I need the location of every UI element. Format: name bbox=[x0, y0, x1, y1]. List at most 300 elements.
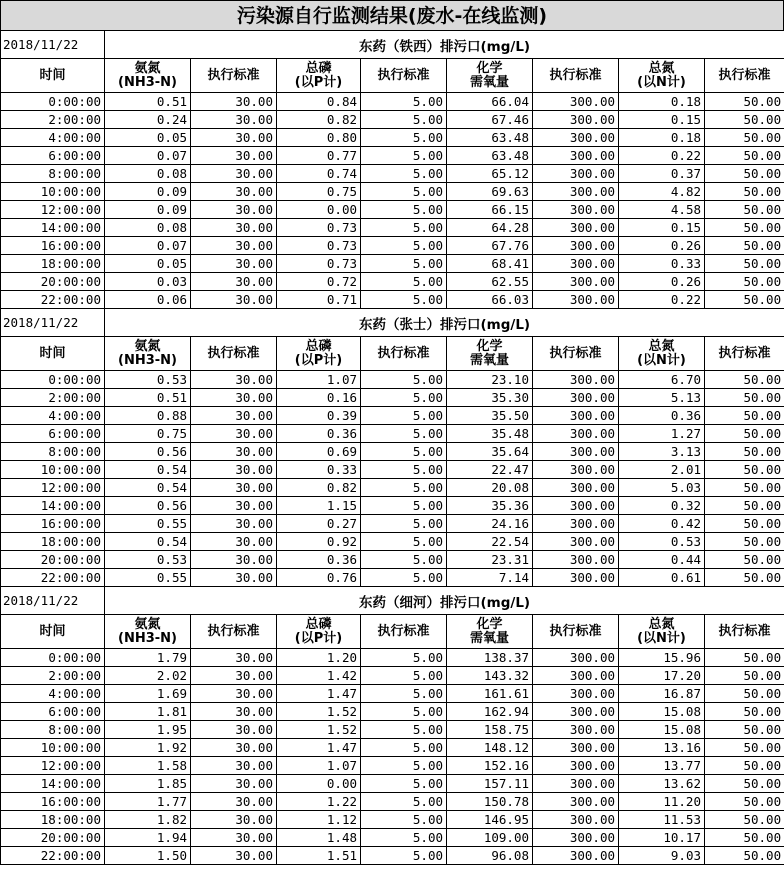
phosphorus-cell: 0.82 bbox=[277, 479, 361, 497]
phosphorus-header: 总磷 (以P计) bbox=[277, 59, 361, 93]
nitrogen-cell: 15.96 bbox=[619, 649, 705, 667]
nitrogen-cell: 9.03 bbox=[619, 847, 705, 865]
cod-std-cell: 300.00 bbox=[533, 443, 619, 461]
phosphorus-cell: 1.52 bbox=[277, 703, 361, 721]
nitrogen-std-cell: 50.00 bbox=[705, 829, 784, 847]
ammonia-cell: 1.92 bbox=[105, 739, 191, 757]
nitrogen-std-cell: 50.00 bbox=[705, 129, 784, 147]
phosphorus-std-cell: 5.00 bbox=[361, 847, 447, 865]
nitrogen-cell: 0.44 bbox=[619, 551, 705, 569]
nitrogen-std-cell: 50.00 bbox=[705, 111, 784, 129]
ammonia-std-cell: 30.00 bbox=[191, 703, 277, 721]
cod-cell: 138.37 bbox=[447, 649, 533, 667]
cod-std-cell: 300.00 bbox=[533, 273, 619, 291]
phosphorus-std-cell: 5.00 bbox=[361, 667, 447, 685]
nitrogen-header: 总氮 (以N计) bbox=[619, 59, 705, 93]
table-row bbox=[1, 703, 784, 721]
time-cell: 4:00:00 bbox=[1, 129, 105, 147]
cod-std-cell: 300.00 bbox=[533, 291, 619, 309]
phosphorus-cell: 0.75 bbox=[277, 183, 361, 201]
ammonia-std-cell: 30.00 bbox=[191, 255, 277, 273]
phosphorus-std-cell: 5.00 bbox=[361, 129, 447, 147]
cod-cell: 150.78 bbox=[447, 793, 533, 811]
phosphorus-std-cell: 5.00 bbox=[361, 739, 447, 757]
cod-std-cell: 300.00 bbox=[533, 721, 619, 739]
phosphorus-std-cell: 5.00 bbox=[361, 721, 447, 739]
cod-std-cell: 300.00 bbox=[533, 407, 619, 425]
cod-cell: 68.41 bbox=[447, 255, 533, 273]
time-cell: 14:00:00 bbox=[1, 497, 105, 515]
cod-cell: 20.08 bbox=[447, 479, 533, 497]
sheet-title: 污染源自行监测结果(废水-在线监测) bbox=[0, 0, 784, 30]
nitrogen-cell: 5.13 bbox=[619, 389, 705, 407]
table-row bbox=[1, 371, 784, 389]
time-cell: 20:00:00 bbox=[1, 829, 105, 847]
phosphorus-std-cell: 5.00 bbox=[361, 461, 447, 479]
cod-std-cell: 300.00 bbox=[533, 425, 619, 443]
time-cell: 12:00:00 bbox=[1, 201, 105, 219]
time-cell: 4:00:00 bbox=[1, 685, 105, 703]
cod-std-cell: 300.00 bbox=[533, 479, 619, 497]
cod-cell: 63.48 bbox=[447, 129, 533, 147]
phosphorus-cell: 0.84 bbox=[277, 93, 361, 111]
time-cell: 14:00:00 bbox=[1, 219, 105, 237]
ammonia-cell: 1.50 bbox=[105, 847, 191, 865]
nitrogen-cell: 0.15 bbox=[619, 219, 705, 237]
nitrogen-std-cell: 50.00 bbox=[705, 649, 784, 667]
nitrogen-cell: 13.62 bbox=[619, 775, 705, 793]
time-header: 时间 bbox=[1, 615, 105, 649]
ammonia-cell: 0.56 bbox=[105, 443, 191, 461]
cod-cell: 109.00 bbox=[447, 829, 533, 847]
ammonia-cell: 0.55 bbox=[105, 515, 191, 533]
time-cell: 14:00:00 bbox=[1, 775, 105, 793]
phosphorus-std-cell: 5.00 bbox=[361, 183, 447, 201]
cod-std-cell: 300.00 bbox=[533, 93, 619, 111]
ammonia-cell: 0.07 bbox=[105, 147, 191, 165]
nitrogen-std-cell: 50.00 bbox=[705, 793, 784, 811]
cod-cell: 35.36 bbox=[447, 497, 533, 515]
phosphorus-std-cell: 5.00 bbox=[361, 291, 447, 309]
phosphorus-cell: 0.27 bbox=[277, 515, 361, 533]
nitrogen-cell: 6.70 bbox=[619, 371, 705, 389]
phosphorus-cell: 0.73 bbox=[277, 237, 361, 255]
ammonia-std-cell: 30.00 bbox=[191, 111, 277, 129]
phosphorus-std-cell: 5.00 bbox=[361, 533, 447, 551]
phosphorus-cell: 1.47 bbox=[277, 739, 361, 757]
nitrogen-cell: 15.08 bbox=[619, 721, 705, 739]
nitrogen-cell: 3.13 bbox=[619, 443, 705, 461]
nitrogen-cell: 0.15 bbox=[619, 111, 705, 129]
phosphorus-std-cell: 5.00 bbox=[361, 407, 447, 425]
nitrogen-std-cell: 50.00 bbox=[705, 371, 784, 389]
cod-cell: 69.63 bbox=[447, 183, 533, 201]
cod-std-header: 执行标准 bbox=[533, 337, 619, 371]
time-cell: 12:00:00 bbox=[1, 479, 105, 497]
nitrogen-std-cell: 50.00 bbox=[705, 273, 784, 291]
nitrogen-std-cell: 50.00 bbox=[705, 407, 784, 425]
ammonia-cell: 0.03 bbox=[105, 273, 191, 291]
cod-std-cell: 300.00 bbox=[533, 533, 619, 551]
time-cell: 18:00:00 bbox=[1, 811, 105, 829]
table-row bbox=[1, 667, 784, 685]
time-header: 时间 bbox=[1, 59, 105, 93]
ammonia-std-header: 执行标准 bbox=[191, 59, 277, 93]
time-cell: 22:00:00 bbox=[1, 847, 105, 865]
cod-cell: 35.48 bbox=[447, 425, 533, 443]
phosphorus-std-cell: 5.00 bbox=[361, 551, 447, 569]
phosphorus-cell: 0.92 bbox=[277, 533, 361, 551]
cod-cell: 67.46 bbox=[447, 111, 533, 129]
phosphorus-std-cell: 5.00 bbox=[361, 425, 447, 443]
ammonia-cell: 0.09 bbox=[105, 201, 191, 219]
ammonia-std-cell: 30.00 bbox=[191, 219, 277, 237]
time-cell: 2:00:00 bbox=[1, 111, 105, 129]
ammonia-std-cell: 30.00 bbox=[191, 147, 277, 165]
cod-header: 化学 需氧量 bbox=[447, 615, 533, 649]
section-title: 东药（张士）排污口(mg/L) bbox=[105, 309, 784, 337]
cod-std-cell: 300.00 bbox=[533, 497, 619, 515]
nitrogen-std-cell: 50.00 bbox=[705, 219, 784, 237]
cod-header: 化学 需氧量 bbox=[447, 337, 533, 371]
table-row bbox=[1, 389, 784, 407]
nitrogen-std-cell: 50.00 bbox=[705, 533, 784, 551]
phosphorus-cell: 1.47 bbox=[277, 685, 361, 703]
table-row bbox=[1, 407, 784, 425]
cod-cell: 7.14 bbox=[447, 569, 533, 587]
phosphorus-std-cell: 5.00 bbox=[361, 111, 447, 129]
ammonia-cell: 0.07 bbox=[105, 237, 191, 255]
time-cell: 8:00:00 bbox=[1, 165, 105, 183]
phosphorus-std-cell: 5.00 bbox=[361, 829, 447, 847]
nitrogen-header: 总氮 (以N计) bbox=[619, 615, 705, 649]
nitrogen-std-header: 执行标准 bbox=[705, 59, 784, 93]
ammonia-std-cell: 30.00 bbox=[191, 551, 277, 569]
cod-cell: 157.11 bbox=[447, 775, 533, 793]
phosphorus-cell: 0.69 bbox=[277, 443, 361, 461]
table-row bbox=[1, 255, 784, 273]
cod-std-cell: 300.00 bbox=[533, 129, 619, 147]
nitrogen-cell: 13.16 bbox=[619, 739, 705, 757]
table-row bbox=[1, 201, 784, 219]
ammonia-std-cell: 30.00 bbox=[191, 847, 277, 865]
nitrogen-std-header: 执行标准 bbox=[705, 615, 784, 649]
cod-std-cell: 300.00 bbox=[533, 219, 619, 237]
cod-std-cell: 300.00 bbox=[533, 147, 619, 165]
ammonia-std-cell: 30.00 bbox=[191, 407, 277, 425]
cod-std-cell: 300.00 bbox=[533, 111, 619, 129]
nitrogen-std-cell: 50.00 bbox=[705, 183, 784, 201]
ammonia-std-cell: 30.00 bbox=[191, 443, 277, 461]
nitrogen-std-cell: 50.00 bbox=[705, 425, 784, 443]
cod-cell: 158.75 bbox=[447, 721, 533, 739]
table-row bbox=[1, 847, 784, 865]
phosphorus-std-cell: 5.00 bbox=[361, 201, 447, 219]
time-cell: 0:00:00 bbox=[1, 371, 105, 389]
nitrogen-std-cell: 50.00 bbox=[705, 515, 784, 533]
table-row bbox=[1, 515, 784, 533]
nitrogen-cell: 10.17 bbox=[619, 829, 705, 847]
phosphorus-cell: 0.76 bbox=[277, 569, 361, 587]
phosphorus-std-cell: 5.00 bbox=[361, 273, 447, 291]
phosphorus-cell: 0.36 bbox=[277, 425, 361, 443]
ammonia-std-cell: 30.00 bbox=[191, 721, 277, 739]
ammonia-std-header: 执行标准 bbox=[191, 615, 277, 649]
table-row bbox=[1, 183, 784, 201]
table-row bbox=[1, 533, 784, 551]
table-row bbox=[1, 425, 784, 443]
time-cell: 18:00:00 bbox=[1, 533, 105, 551]
phosphorus-std-cell: 5.00 bbox=[361, 219, 447, 237]
time-cell: 8:00:00 bbox=[1, 443, 105, 461]
table-row bbox=[1, 237, 784, 255]
ammonia-std-header: 执行标准 bbox=[191, 337, 277, 371]
nitrogen-cell: 0.26 bbox=[619, 237, 705, 255]
nitrogen-cell: 0.18 bbox=[619, 93, 705, 111]
time-cell: 0:00:00 bbox=[1, 93, 105, 111]
nitrogen-cell: 4.58 bbox=[619, 201, 705, 219]
cod-std-cell: 300.00 bbox=[533, 551, 619, 569]
phosphorus-std-cell: 5.00 bbox=[361, 255, 447, 273]
cod-std-cell: 300.00 bbox=[533, 811, 619, 829]
cod-std-cell: 300.00 bbox=[533, 255, 619, 273]
ammonia-cell: 0.05 bbox=[105, 255, 191, 273]
cod-cell: 23.10 bbox=[447, 371, 533, 389]
ammonia-header: 氨氮 (NH3-N) bbox=[105, 59, 191, 93]
cod-std-cell: 300.00 bbox=[533, 667, 619, 685]
table-row bbox=[1, 219, 784, 237]
cod-std-cell: 300.00 bbox=[533, 757, 619, 775]
phosphorus-std-cell: 5.00 bbox=[361, 479, 447, 497]
ammonia-std-cell: 30.00 bbox=[191, 291, 277, 309]
nitrogen-std-cell: 50.00 bbox=[705, 847, 784, 865]
ammonia-std-cell: 30.00 bbox=[191, 479, 277, 497]
phosphorus-cell: 0.77 bbox=[277, 147, 361, 165]
cod-cell: 35.64 bbox=[447, 443, 533, 461]
phosphorus-cell: 0.00 bbox=[277, 201, 361, 219]
section-date: 2018/11/22 bbox=[1, 309, 105, 337]
table-row bbox=[1, 685, 784, 703]
nitrogen-header: 总氮 (以N计) bbox=[619, 337, 705, 371]
table-row bbox=[1, 811, 784, 829]
ammonia-std-cell: 30.00 bbox=[191, 569, 277, 587]
cod-cell: 64.28 bbox=[447, 219, 533, 237]
ammonia-std-cell: 30.00 bbox=[191, 811, 277, 829]
time-cell: 2:00:00 bbox=[1, 389, 105, 407]
cod-cell: 24.16 bbox=[447, 515, 533, 533]
ammonia-std-cell: 30.00 bbox=[191, 667, 277, 685]
cod-std-cell: 300.00 bbox=[533, 201, 619, 219]
ammonia-std-cell: 30.00 bbox=[191, 371, 277, 389]
nitrogen-cell: 13.77 bbox=[619, 757, 705, 775]
cod-std-cell: 300.00 bbox=[533, 371, 619, 389]
nitrogen-std-cell: 50.00 bbox=[705, 443, 784, 461]
phosphorus-cell: 1.51 bbox=[277, 847, 361, 865]
table-row bbox=[1, 497, 784, 515]
time-cell: 20:00:00 bbox=[1, 273, 105, 291]
nitrogen-cell: 0.42 bbox=[619, 515, 705, 533]
table-row bbox=[1, 649, 784, 667]
cod-cell: 96.08 bbox=[447, 847, 533, 865]
phosphorus-std-cell: 5.00 bbox=[361, 497, 447, 515]
table-row bbox=[1, 291, 784, 309]
table-row bbox=[1, 551, 784, 569]
time-cell: 2:00:00 bbox=[1, 667, 105, 685]
phosphorus-std-cell: 5.00 bbox=[361, 569, 447, 587]
ammonia-cell: 0.09 bbox=[105, 183, 191, 201]
ammonia-cell: 0.51 bbox=[105, 389, 191, 407]
ammonia-cell: 0.24 bbox=[105, 111, 191, 129]
ammonia-cell: 0.55 bbox=[105, 569, 191, 587]
nitrogen-std-cell: 50.00 bbox=[705, 147, 784, 165]
ammonia-cell: 1.58 bbox=[105, 757, 191, 775]
ammonia-cell: 0.56 bbox=[105, 497, 191, 515]
cod-std-cell: 300.00 bbox=[533, 829, 619, 847]
cod-cell: 152.16 bbox=[447, 757, 533, 775]
table-row bbox=[1, 739, 784, 757]
table-row bbox=[1, 461, 784, 479]
nitrogen-cell: 0.36 bbox=[619, 407, 705, 425]
ammonia-std-cell: 30.00 bbox=[191, 649, 277, 667]
column-header-row bbox=[1, 337, 784, 371]
cod-std-cell: 300.00 bbox=[533, 649, 619, 667]
nitrogen-cell: 0.18 bbox=[619, 129, 705, 147]
table-row bbox=[1, 479, 784, 497]
cod-std-cell: 300.00 bbox=[533, 739, 619, 757]
phosphorus-cell: 1.52 bbox=[277, 721, 361, 739]
ammonia-cell: 0.53 bbox=[105, 371, 191, 389]
nitrogen-cell: 5.03 bbox=[619, 479, 705, 497]
time-header: 时间 bbox=[1, 337, 105, 371]
nitrogen-cell: 0.61 bbox=[619, 569, 705, 587]
cod-cell: 65.12 bbox=[447, 165, 533, 183]
table-row bbox=[1, 721, 784, 739]
ammonia-cell: 0.06 bbox=[105, 291, 191, 309]
cod-cell: 148.12 bbox=[447, 739, 533, 757]
nitrogen-std-cell: 50.00 bbox=[705, 569, 784, 587]
table-body bbox=[1, 31, 784, 865]
cod-cell: 22.54 bbox=[447, 533, 533, 551]
nitrogen-std-cell: 50.00 bbox=[705, 291, 784, 309]
nitrogen-std-cell: 50.00 bbox=[705, 685, 784, 703]
phosphorus-cell: 0.72 bbox=[277, 273, 361, 291]
table-row bbox=[1, 165, 784, 183]
cod-std-cell: 300.00 bbox=[533, 165, 619, 183]
phosphorus-cell: 1.12 bbox=[277, 811, 361, 829]
monitoring-table bbox=[0, 30, 784, 865]
table-row bbox=[1, 129, 784, 147]
time-cell: 0:00:00 bbox=[1, 649, 105, 667]
cod-cell: 66.15 bbox=[447, 201, 533, 219]
nitrogen-cell: 0.22 bbox=[619, 147, 705, 165]
ammonia-std-cell: 30.00 bbox=[191, 129, 277, 147]
nitrogen-cell: 11.20 bbox=[619, 793, 705, 811]
ammonia-cell: 0.54 bbox=[105, 461, 191, 479]
ammonia-std-cell: 30.00 bbox=[191, 237, 277, 255]
table-row bbox=[1, 443, 784, 461]
cod-std-cell: 300.00 bbox=[533, 703, 619, 721]
ammonia-cell: 1.79 bbox=[105, 649, 191, 667]
phosphorus-std-cell: 5.00 bbox=[361, 793, 447, 811]
cod-std-header: 执行标准 bbox=[533, 59, 619, 93]
phosphorus-cell: 1.20 bbox=[277, 649, 361, 667]
ammonia-cell: 1.95 bbox=[105, 721, 191, 739]
cod-cell: 35.30 bbox=[447, 389, 533, 407]
ammonia-header: 氨氮 (NH3-N) bbox=[105, 337, 191, 371]
nitrogen-std-cell: 50.00 bbox=[705, 667, 784, 685]
phosphorus-cell: 1.07 bbox=[277, 371, 361, 389]
phosphorus-std-cell: 5.00 bbox=[361, 237, 447, 255]
ammonia-std-cell: 30.00 bbox=[191, 461, 277, 479]
ammonia-std-cell: 30.00 bbox=[191, 775, 277, 793]
table-row bbox=[1, 793, 784, 811]
cod-std-cell: 300.00 bbox=[533, 183, 619, 201]
ammonia-cell: 2.02 bbox=[105, 667, 191, 685]
phosphorus-cell: 1.42 bbox=[277, 667, 361, 685]
phosphorus-cell: 1.22 bbox=[277, 793, 361, 811]
ammonia-std-cell: 30.00 bbox=[191, 273, 277, 291]
time-cell: 6:00:00 bbox=[1, 425, 105, 443]
nitrogen-std-cell: 50.00 bbox=[705, 93, 784, 111]
time-cell: 10:00:00 bbox=[1, 183, 105, 201]
ammonia-std-cell: 30.00 bbox=[191, 183, 277, 201]
phosphorus-std-cell: 5.00 bbox=[361, 389, 447, 407]
ammonia-std-cell: 30.00 bbox=[191, 739, 277, 757]
nitrogen-std-cell: 50.00 bbox=[705, 703, 784, 721]
ammonia-cell: 0.54 bbox=[105, 533, 191, 551]
cod-std-cell: 300.00 bbox=[533, 847, 619, 865]
phosphorus-std-cell: 5.00 bbox=[361, 775, 447, 793]
phosphorus-std-cell: 5.00 bbox=[361, 757, 447, 775]
ammonia-cell: 0.08 bbox=[105, 165, 191, 183]
ammonia-std-cell: 30.00 bbox=[191, 93, 277, 111]
phosphorus-header: 总磷 (以P计) bbox=[277, 615, 361, 649]
cod-cell: 35.50 bbox=[447, 407, 533, 425]
phosphorus-cell: 1.07 bbox=[277, 757, 361, 775]
phosphorus-cell: 1.15 bbox=[277, 497, 361, 515]
nitrogen-std-cell: 50.00 bbox=[705, 757, 784, 775]
phosphorus-std-header: 执行标准 bbox=[361, 59, 447, 93]
nitrogen-std-cell: 50.00 bbox=[705, 551, 784, 569]
nitrogen-cell: 17.20 bbox=[619, 667, 705, 685]
section-header-row bbox=[1, 587, 784, 615]
phosphorus-std-cell: 5.00 bbox=[361, 147, 447, 165]
ammonia-cell: 0.75 bbox=[105, 425, 191, 443]
cod-cell: 143.32 bbox=[447, 667, 533, 685]
ammonia-cell: 0.05 bbox=[105, 129, 191, 147]
cod-cell: 162.94 bbox=[447, 703, 533, 721]
cod-std-header: 执行标准 bbox=[533, 615, 619, 649]
nitrogen-std-cell: 50.00 bbox=[705, 255, 784, 273]
ammonia-cell: 1.85 bbox=[105, 775, 191, 793]
time-cell: 6:00:00 bbox=[1, 147, 105, 165]
cod-std-cell: 300.00 bbox=[533, 389, 619, 407]
nitrogen-cell: 0.37 bbox=[619, 165, 705, 183]
table-row bbox=[1, 775, 784, 793]
ammonia-cell: 1.81 bbox=[105, 703, 191, 721]
ammonia-std-cell: 30.00 bbox=[191, 793, 277, 811]
phosphorus-cell: 1.48 bbox=[277, 829, 361, 847]
cod-std-cell: 300.00 bbox=[533, 515, 619, 533]
time-cell: 12:00:00 bbox=[1, 757, 105, 775]
nitrogen-std-header: 执行标准 bbox=[705, 337, 784, 371]
phosphorus-std-cell: 5.00 bbox=[361, 703, 447, 721]
table-row bbox=[1, 111, 784, 129]
ammonia-std-cell: 30.00 bbox=[191, 757, 277, 775]
cod-cell: 23.31 bbox=[447, 551, 533, 569]
nitrogen-cell: 0.22 bbox=[619, 291, 705, 309]
section-date: 2018/11/22 bbox=[1, 587, 105, 615]
